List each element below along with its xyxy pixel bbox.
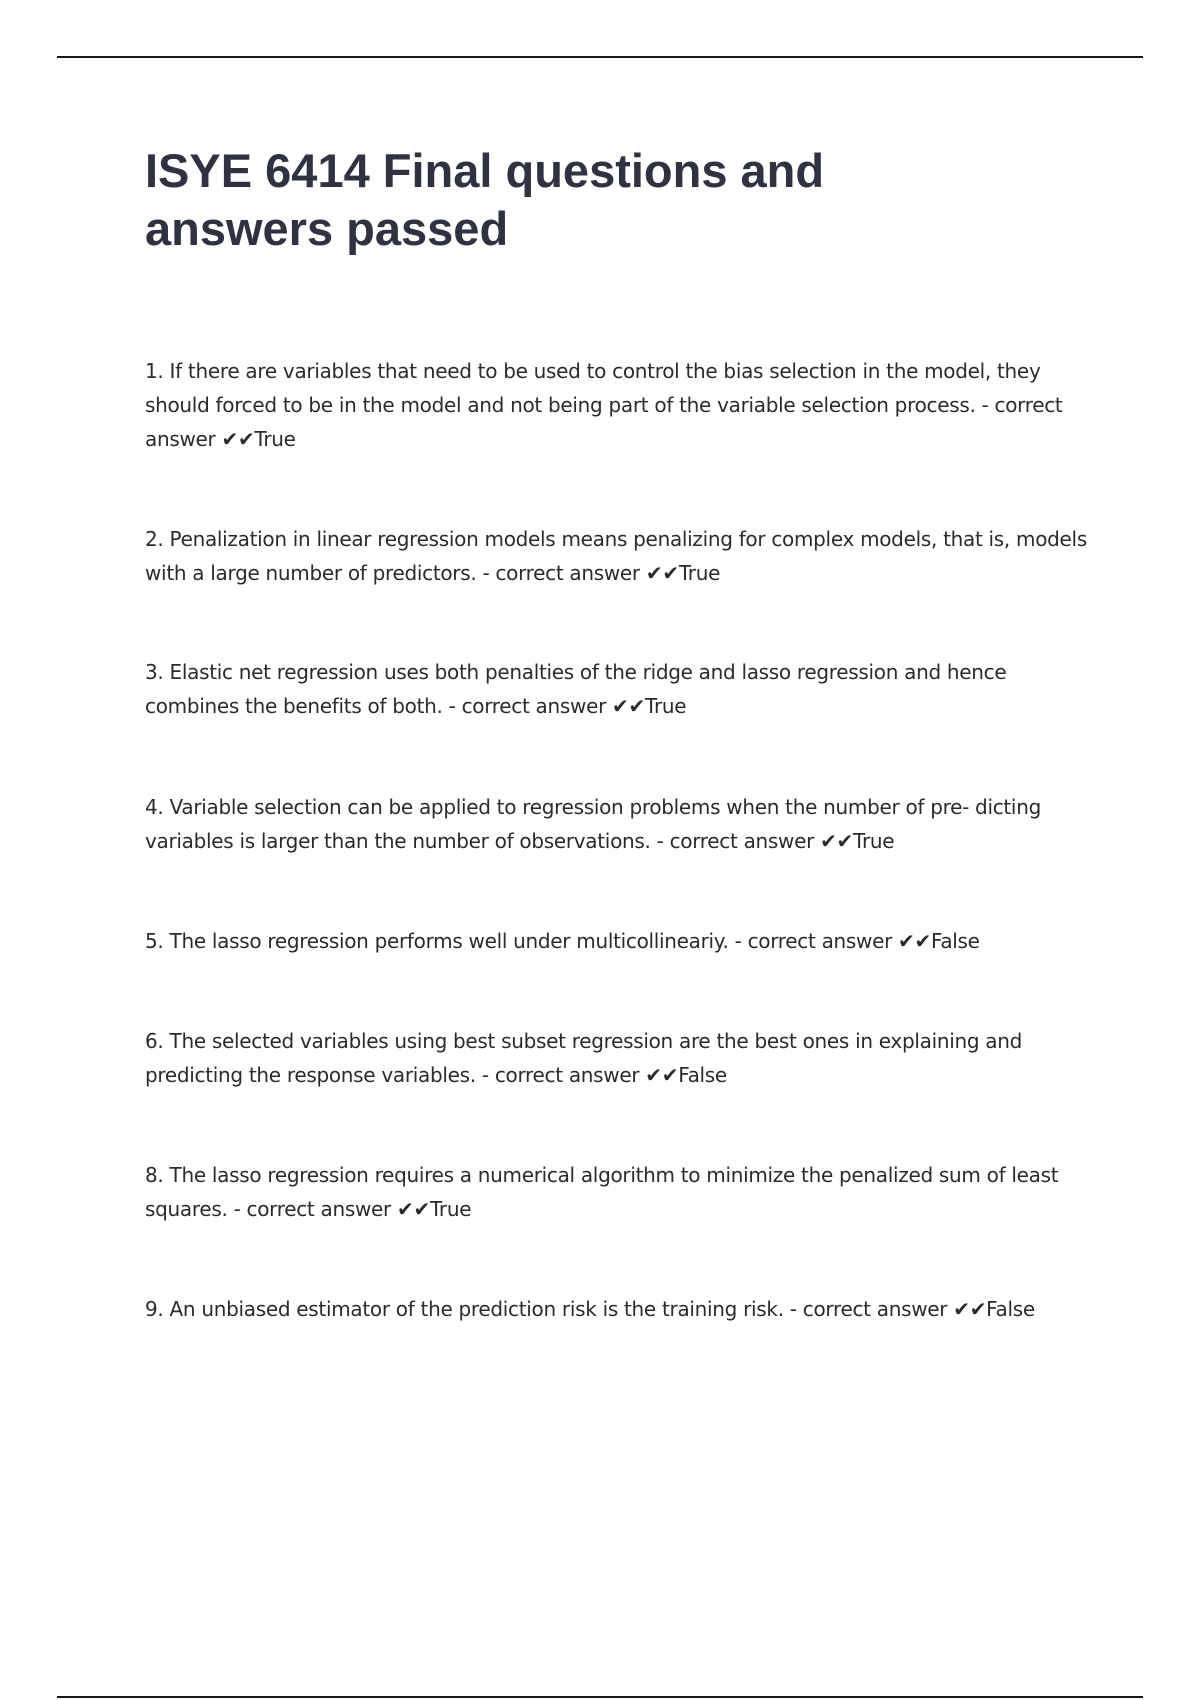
qa-item-1: 1. If there are variables that need to be used to control the bias selection in the model, they should forced to be in the model and not being part of the variable selection process. - correct answer ✔✔True: [145, 359, 1063, 451]
qa-item-8: 8. The lasso regression requires a numerical algorithm to minimize the penalized sum of least squares. - correct answer ✔✔True: [145, 1163, 1059, 1221]
qa-item-5: 5. The lasso regression performs well under multicollineariy. - correct answer ✔✔False: [145, 929, 980, 953]
qa-item-6: 6. The selected variables using best subset regression are the best ones in explaining and predicting the response variables. - correct answer ✔✔False: [145, 1029, 1023, 1087]
qa-item-3: 3. Elastic net regression uses both penalties of the ridge and lasso regression and hence combines the benefits of both. - correct answer ✔✔True: [145, 660, 1007, 718]
qa-item-9: 9. An unbiased estimator of the prediction risk is the training risk. - correct answer ✔✔False: [145, 1297, 1035, 1321]
header-rule: [57, 56, 1143, 58]
document-title: ISYE 6414 Final questions and answers passed: [145, 144, 825, 255]
qa-item-2: 2. Penalization in linear regression models means penalizing for complex models, that is, models with a large number of predictors. - correct answer ✔✔True: [145, 527, 1087, 585]
footer-rule: [57, 1696, 1143, 1698]
qa-item-4: 4. Variable selection can be applied to regression problems when the number of pre- dicting variables is larger than the number of observations. - correct answer ✔✔True: [145, 795, 1041, 853]
